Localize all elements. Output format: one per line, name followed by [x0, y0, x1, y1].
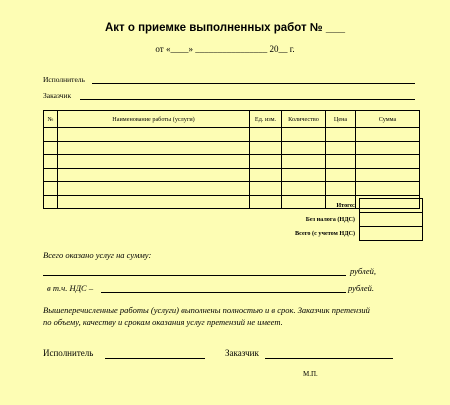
executor-field[interactable] [92, 83, 415, 84]
totals-row [280, 199, 423, 213]
totals-row [280, 213, 423, 227]
table-cell[interactable] [282, 141, 326, 155]
table-cell[interactable] [356, 182, 420, 196]
table-row [44, 128, 420, 142]
vat-label: в т.ч. НДС – [47, 283, 94, 293]
customer-field[interactable] [80, 99, 415, 100]
table-cell[interactable] [58, 128, 250, 142]
table-cell[interactable] [326, 168, 356, 182]
table-cell[interactable] [44, 141, 58, 155]
table-header-row [44, 111, 420, 128]
table-cell[interactable] [58, 155, 250, 169]
col-header-sum: Сумма [356, 111, 420, 128]
table-row [44, 141, 420, 155]
with-vat-value-cell[interactable] [360, 227, 423, 241]
table-cell[interactable] [44, 168, 58, 182]
total-amount-label: Всего оказано услуг на сумму: [43, 250, 152, 260]
date-line: от «____» ________________ 20__ г. [155, 44, 295, 54]
works-table [43, 110, 420, 209]
totals-row [280, 227, 423, 241]
table-cell[interactable] [282, 182, 326, 196]
table-cell[interactable] [250, 168, 282, 182]
vat-amount-field[interactable] [101, 292, 346, 293]
table-cell[interactable] [58, 168, 250, 182]
table-cell[interactable] [44, 195, 58, 209]
table-row [44, 155, 420, 169]
table-cell[interactable] [44, 155, 58, 169]
table-cell[interactable] [282, 168, 326, 182]
with-vat-label: Всего (с учетом НДС) [295, 230, 355, 237]
table-cell[interactable] [44, 128, 58, 142]
customer-label: Заказчик [43, 91, 72, 100]
table-cell[interactable] [356, 168, 420, 182]
executor-signature-label: Исполнитель [43, 348, 94, 358]
table-row [44, 182, 420, 196]
document-title: Акт о приемке выполненных работ № ___ [104, 22, 346, 34]
statement-line-1: Вышеперечисленные работы (услуги) выполнены полностью и в срок. Заказчик претензий [43, 305, 370, 315]
rubles-comma: рублей, [350, 266, 377, 276]
customer-signature-field[interactable] [265, 358, 393, 359]
table-cell[interactable] [282, 128, 326, 142]
table-row [44, 168, 420, 182]
table-cell[interactable] [326, 155, 356, 169]
without-vat-value-cell[interactable] [360, 213, 423, 227]
stamp-place: М.П. [303, 370, 318, 378]
col-header-unit: Ед. изм. [250, 111, 282, 128]
statement-line-2: по объему, качеству и срокам оказания услуг претензий не имеет. [43, 317, 283, 327]
table-cell[interactable] [356, 141, 420, 155]
table-cell[interactable] [58, 195, 250, 209]
table-cell[interactable] [250, 182, 282, 196]
table-cell[interactable] [58, 141, 250, 155]
table-cell[interactable] [250, 195, 282, 209]
total-label: Итого: [336, 202, 355, 209]
total-amount-field[interactable] [43, 275, 346, 276]
table-cell[interactable] [356, 155, 420, 169]
table-cell[interactable] [44, 182, 58, 196]
total-value-cell[interactable] [360, 199, 423, 213]
col-header-name: Наименование работы (услуги) [58, 111, 250, 128]
executor-signature-field[interactable] [105, 358, 205, 359]
col-header-number: № [44, 111, 58, 128]
table-cell[interactable] [356, 128, 420, 142]
table-cell[interactable] [58, 182, 250, 196]
executor-label: Исполнитель [43, 75, 85, 84]
table-cell[interactable] [250, 128, 282, 142]
without-vat-label: Без налога (НДС) [305, 216, 355, 223]
table-cell[interactable] [326, 128, 356, 142]
rubles-dot: рублей. [348, 283, 375, 293]
col-header-quantity: Количество [282, 111, 326, 128]
col-header-price: Цена [326, 111, 356, 128]
table-cell[interactable] [326, 141, 356, 155]
customer-signature-label: Заказчик [225, 348, 259, 358]
totals-block [280, 198, 423, 241]
table-cell[interactable] [250, 155, 282, 169]
table-cell[interactable] [326, 182, 356, 196]
table-cell[interactable] [282, 155, 326, 169]
table-cell[interactable] [250, 141, 282, 155]
